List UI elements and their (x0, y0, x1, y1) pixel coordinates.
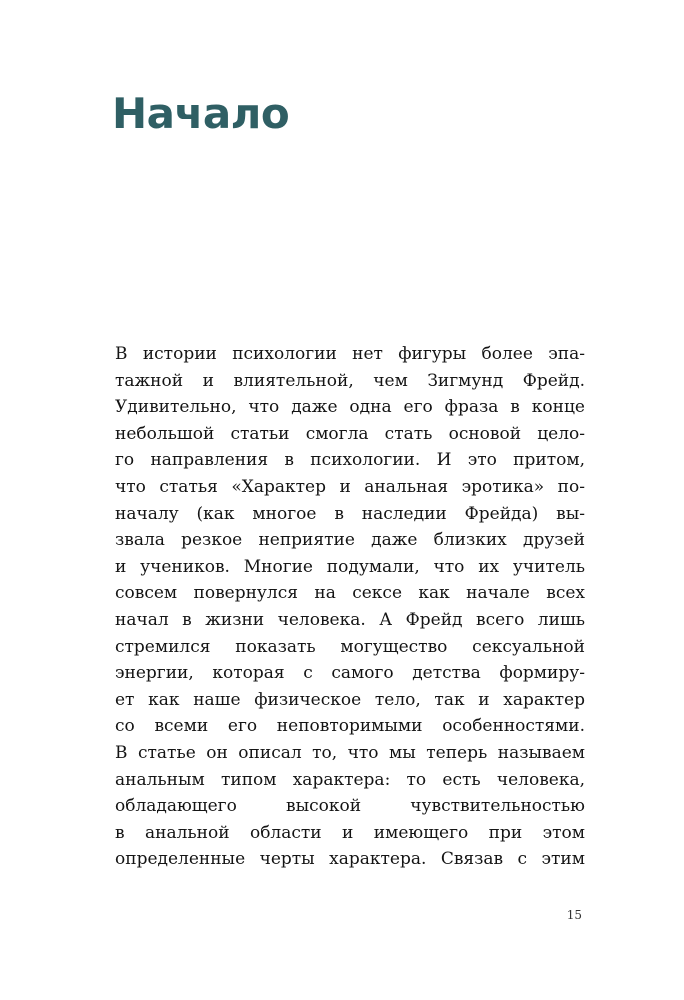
text-line: анальным типом характера: то есть человека, (115, 769, 585, 790)
text-line: В истории психологии нет фигуры более эпа- (115, 344, 585, 364)
text-line: тажной и влиятельной, чем Зигмунд Фрейд. (115, 370, 585, 391)
text-line: стремился показать могущество сексуальной (115, 636, 585, 657)
text-line: совсем повернулся на сексе как начале всех (115, 583, 585, 604)
text-line: определенные черты характера. Связав с этим (115, 849, 585, 870)
text-line: энергии, которая с самого детства формиру- (115, 663, 585, 684)
text-line: го направления в психологии. И это притом, (115, 450, 585, 471)
text-line: небольшой статьи смогла стать основой цело- (115, 423, 585, 444)
text-line: Удивительно, что даже одна его фраза в конце (115, 397, 585, 418)
text-line: звала резкое неприятие даже близких друзей (115, 530, 585, 551)
body-paragraph (115, 341, 585, 873)
text-line: в анальной области и имеющего при этом (115, 822, 585, 843)
text-line: ет как наше физическое тело, так и характер (115, 689, 585, 710)
text-line: обладающего высокой чувствительностью (115, 796, 585, 817)
chapter-title: Начало (112, 89, 290, 138)
text-line: и учеников. Многие подумали, что их учитель (115, 556, 585, 577)
text-line: начал в жизни человека. А Фрейд всего лишь (115, 609, 585, 630)
page-number: 15 (566, 908, 582, 922)
text-line: со всеми его неповторимыми особенностями. (115, 716, 585, 737)
text-line: что статья «Характер и анальная эротика» по- (115, 476, 585, 497)
text-line: началу (как многое в наследии Фрейда) вы- (115, 503, 585, 524)
text-line: В статье он описал то, что мы теперь называем (115, 742, 585, 763)
